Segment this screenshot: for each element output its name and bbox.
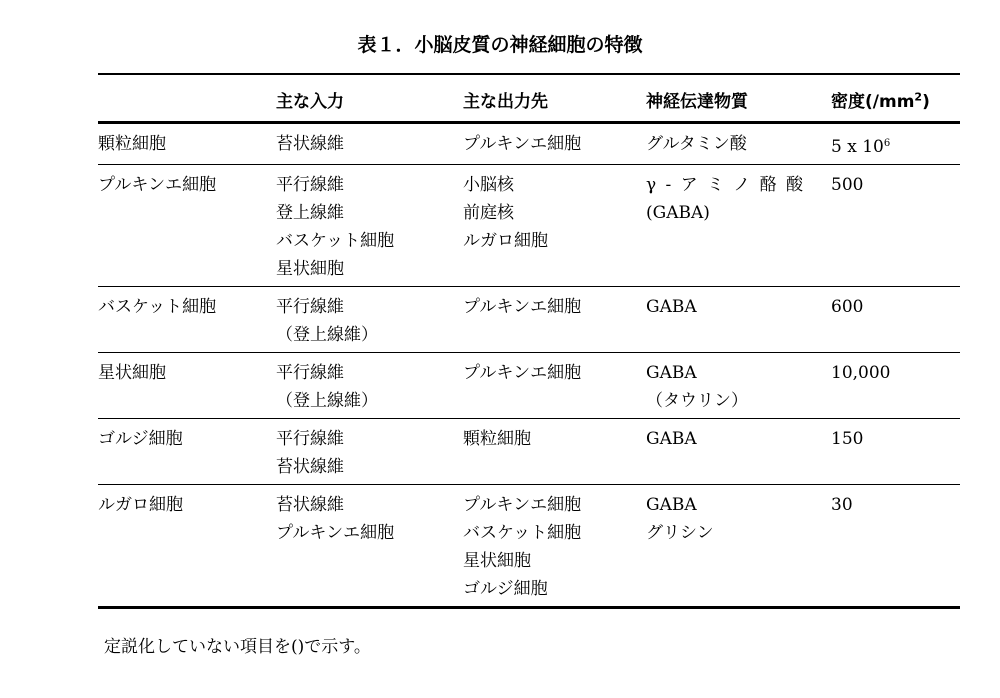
header-row (98, 74, 960, 123)
input-item: バスケット細胞 (276, 231, 395, 251)
output-item: 小脳核 (463, 175, 514, 195)
transmitter-item: GABA (646, 297, 697, 317)
table-row (98, 123, 960, 165)
main-input-cell (276, 123, 463, 165)
table-footnote: 定説化していない項目を()で示す。 (104, 637, 371, 657)
transmitter-item: GABA (646, 495, 697, 515)
main-input-cell (276, 287, 463, 353)
density-cell: 150 (831, 419, 960, 485)
cell-name: 星状細胞 (98, 353, 276, 419)
transmitter-item: γ-アミノ酪酸 (646, 175, 813, 195)
output-item: ルガロ細胞 (463, 231, 548, 251)
header-neurotransmitter: 神経伝達物質 (646, 74, 831, 123)
transmitter-cell (646, 485, 831, 608)
header-cell-name (98, 74, 276, 123)
header-density-prefix: 密度(/mm (831, 92, 915, 112)
density-cell: 30 (831, 485, 960, 608)
transmitter-item: （タウリン） (646, 391, 748, 411)
main-output-cell (463, 165, 646, 287)
output-item: プルキンエ細胞 (463, 495, 582, 515)
input-item: 苔状線維 (276, 495, 344, 515)
neuron-table-container (98, 73, 960, 609)
main-output-cell (463, 287, 646, 353)
density-cell: 10,000 (831, 353, 960, 419)
transmitter-cell (646, 123, 831, 165)
header-density-sup: 2 (914, 90, 923, 104)
transmitter-cell (646, 165, 831, 287)
main-output-cell (463, 123, 646, 165)
header-density (831, 74, 960, 123)
transmitter-cell (646, 353, 831, 419)
input-item: 苔状線維 (276, 134, 344, 154)
table-row (98, 485, 960, 608)
transmitter-cell (646, 419, 831, 485)
table-row (98, 287, 960, 353)
output-item: プルキンエ細胞 (463, 297, 582, 317)
input-item: 星状細胞 (276, 259, 344, 279)
table-row (98, 419, 960, 485)
transmitter-item: GABA (646, 363, 697, 383)
density-cell: 500 (831, 165, 960, 287)
main-input-cell (276, 485, 463, 608)
input-item: 平行線維 (276, 297, 344, 317)
input-item: 苔状線維 (276, 457, 344, 477)
cell-name: 顆粒細胞 (98, 123, 276, 165)
header-density-suffix: ) (922, 92, 930, 112)
output-item: プルキンエ細胞 (463, 363, 582, 383)
density-cell (831, 123, 960, 165)
header-main-output: 主な出力先 (463, 74, 646, 123)
input-item: 登上線維 (276, 203, 344, 223)
main-output-cell (463, 419, 646, 485)
input-item: 平行線維 (276, 363, 344, 383)
cell-name: ルガロ細胞 (98, 485, 276, 608)
input-item: プルキンエ細胞 (276, 523, 395, 543)
input-item: 平行線維 (276, 175, 344, 195)
density-base: 5 x 10 (831, 137, 884, 157)
main-input-cell (276, 353, 463, 419)
main-input-cell (276, 165, 463, 287)
output-item: 前庭核 (463, 203, 514, 223)
cell-name: バスケット細胞 (98, 287, 276, 353)
main-output-cell (463, 353, 646, 419)
table-title: 表１．小脳皮質の神経細胞の特徴 (357, 34, 643, 56)
transmitter-cell (646, 287, 831, 353)
cell-name: プルキンエ細胞 (98, 165, 276, 287)
main-input-cell (276, 419, 463, 485)
transmitter-item: グリシン (646, 523, 714, 543)
output-item: バスケット細胞 (463, 523, 582, 543)
output-item: プルキンエ細胞 (463, 134, 582, 154)
input-item: （登上線維） (276, 391, 378, 411)
cell-name: ゴルジ細胞 (98, 419, 276, 485)
input-item: 平行線維 (276, 429, 344, 449)
transmitter-item: (GABA) (646, 203, 710, 223)
output-item: 星状細胞 (463, 551, 531, 571)
density-exponent: 6 (883, 138, 891, 149)
main-output-cell (463, 485, 646, 608)
header-main-input: 主な入力 (276, 74, 463, 123)
table-row (98, 165, 960, 287)
table-row (98, 353, 960, 419)
transmitter-item: グルタミン酸 (646, 134, 747, 154)
input-item: （登上線維） (276, 325, 378, 345)
density-cell: 600 (831, 287, 960, 353)
transmitter-item: GABA (646, 429, 697, 449)
output-item: ゴルジ細胞 (463, 579, 548, 599)
output-item: 顆粒細胞 (463, 429, 531, 449)
neuron-characteristics-table (98, 73, 960, 609)
